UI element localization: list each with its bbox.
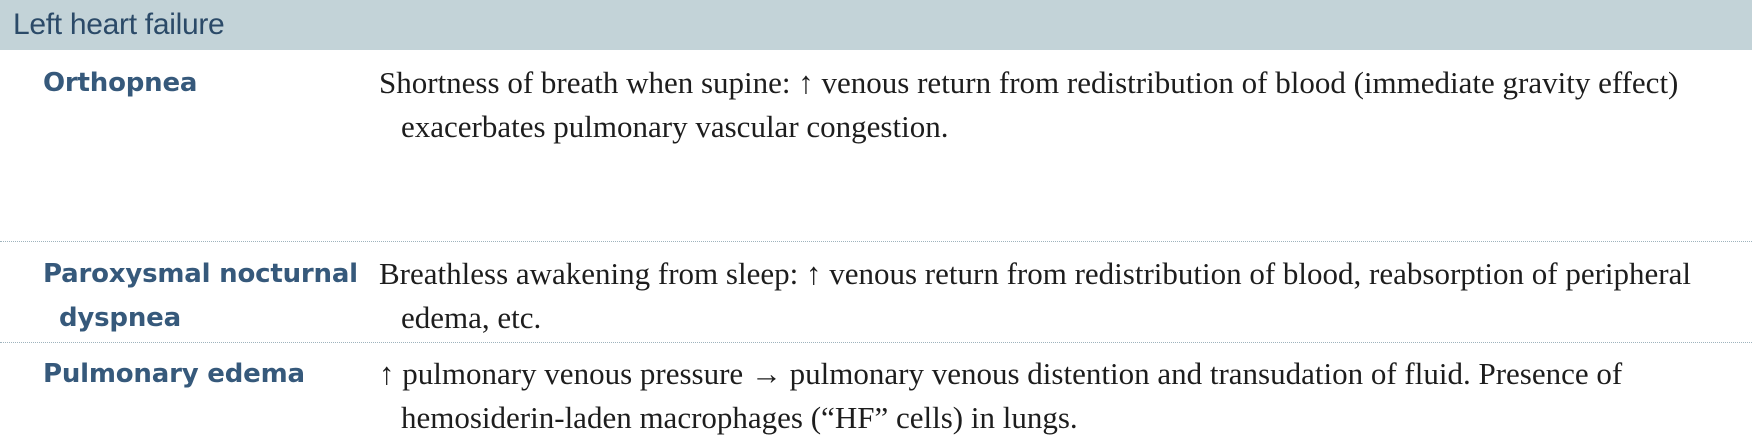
row-divider — [0, 241, 1752, 242]
term-label: Orthopnea — [43, 68, 198, 98]
term-label: Paroxysmal nocturnal dyspnea — [43, 259, 358, 333]
term-label: Pulmonary edema — [43, 359, 305, 389]
section-title: Left heart failure — [13, 8, 225, 41]
term-description: Shortness of breath when supine: ↑ venous return from redistribution of blood (immediate gravity effect) exacerbates pulmonary vascular congestion. — [379, 65, 1679, 144]
section-header — [0, 0, 1752, 50]
term-description: ↑ pulmonary venous pressure → pulmonary venous distention and transudation of fluid. Presence of hemosiderin-laden macrophages (“HF” cells) in lungs. — [379, 356, 1623, 435]
term-description: Breathless awakening from sleep: ↑ venous return from redistribution of blood, reabsorption of peripheral edema, etc. — [379, 256, 1691, 335]
row-divider — [0, 342, 1752, 343]
